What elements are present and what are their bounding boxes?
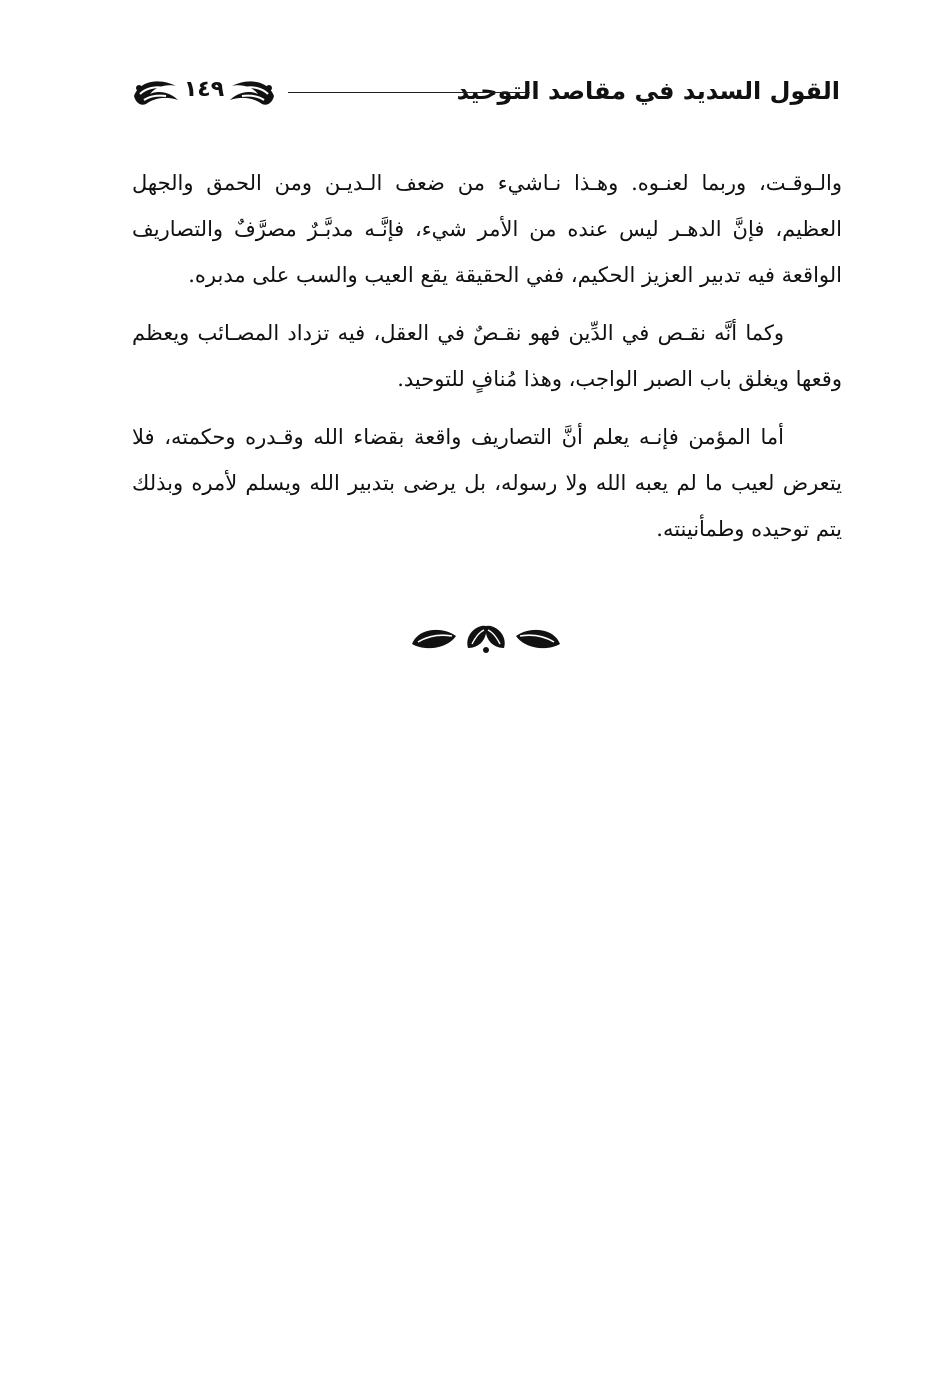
paragraph: والـوقـت، وربما لعنـوه. وهـذا نـاشيء من ضعف الـديـن ومن الحمق والجهل العظيم، فإنَّ الدهـر ليس عنده من الأمر شيء، فإنَّـه مدبَّـرٌ مصرَّفٌ والتصاريف الواقعة فيه تدبير العزيز الحكيم، ففي الحقيقة يقع العيب والسب على مدبره. bbox=[132, 171, 842, 287]
leaf-divider-ornament-icon bbox=[408, 620, 564, 656]
paragraph: أما المؤمن فإنـه يعلم أنَّ التصاريف واقعة بقضاء الله وقـدره وحكمته، فلا يتعرض لعيب ما لم يعبه الله ولا رسوله، بل يرضى بتدبير الله ويسلم لأمره وبذلك يتم توحيده وطمأنينته. bbox=[132, 425, 842, 541]
running-header bbox=[130, 70, 840, 120]
page-number: ١٤٩ bbox=[183, 77, 225, 102]
paragraph: وكما أنَّه نقـص في الدِّين فهو نقـصٌ في العقل، فيه تزداد المصـائب ويعظم وقعها ويغلق باب الصبر الواجب، وهذا مُنافٍ للتوحيد. bbox=[132, 321, 842, 391]
page-body bbox=[132, 160, 842, 564]
header-rule bbox=[288, 92, 530, 93]
page-number-block bbox=[130, 70, 278, 114]
floral-ornament-icon bbox=[228, 74, 278, 108]
book-title: القول السديد في مقاصد التوحيد bbox=[456, 77, 840, 105]
floral-ornament-icon bbox=[130, 74, 182, 108]
